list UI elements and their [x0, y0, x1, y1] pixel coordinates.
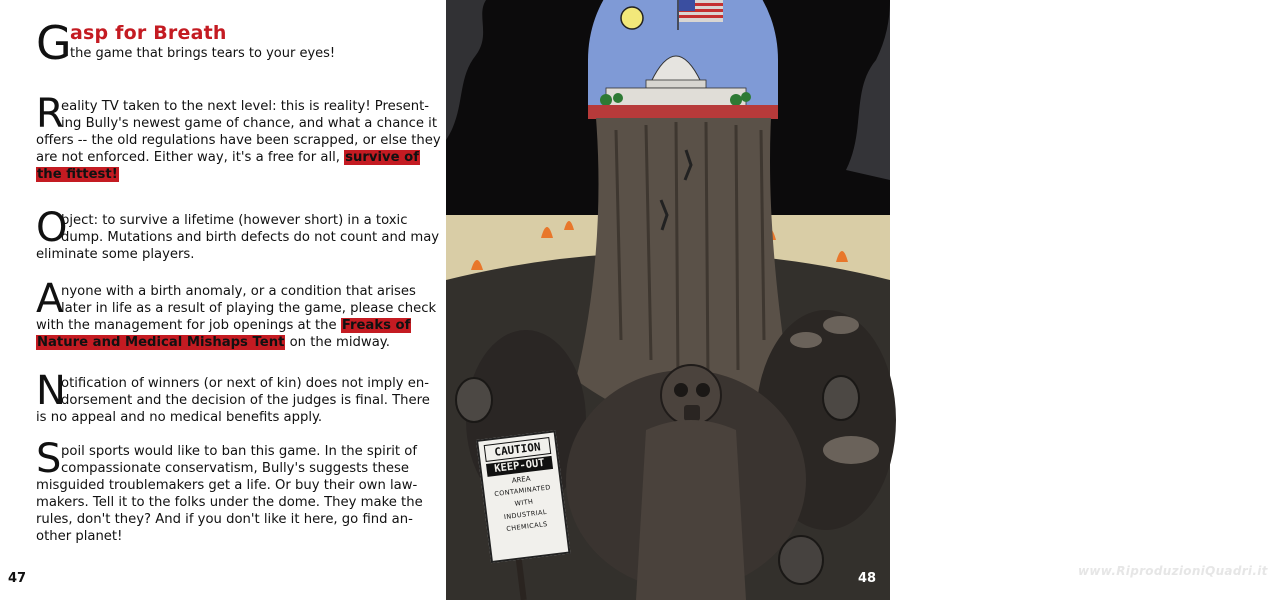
- highlight-freaks: Freaks of: [341, 318, 411, 333]
- chemical-barrel: [823, 376, 859, 420]
- paragraph-line: bject: to survive a lifetime (however short) in a toxic: [61, 213, 408, 228]
- tree: [730, 94, 742, 106]
- paragraph-line: compassionate conservatism, Bully's suggests these: [61, 461, 409, 476]
- highlight-nature-tent: Nature and Medical Mishaps Tent: [37, 335, 285, 350]
- paragraph-line: dorsement and the decision of the judges is final. There: [61, 393, 430, 408]
- paragraph-line: otification of winners (or next of kin) does not imply en-: [61, 376, 429, 391]
- sign-area-label: AREA: [511, 474, 532, 485]
- drop-cap: A: [36, 276, 64, 322]
- paragraph-line: dump. Mutations and birth defects do not count and may: [61, 230, 440, 245]
- tree: [600, 94, 612, 106]
- drop-cap: O: [36, 205, 68, 251]
- capitol-drum: [646, 80, 706, 88]
- paragraph-line: poil sports would like to ban this game. In the spirit of: [61, 444, 417, 459]
- tree: [741, 92, 751, 102]
- page-title: asp for Breath: [70, 22, 227, 44]
- sign-line: WITH: [514, 497, 534, 508]
- paragraph-line: [36, 317, 411, 334]
- sign-line: CONTAMINATED: [493, 483, 552, 499]
- paragraph-text: are not enforced. Either way, it's a free for all,: [36, 150, 340, 165]
- highlight-survive: survive of: [345, 150, 419, 165]
- drop-cap: S: [36, 436, 62, 482]
- paragraph-line: offers -- the old regulations have been scrapped, or else they: [36, 133, 441, 148]
- highlight-fittest: the fittest!: [37, 167, 118, 182]
- gas-mask-eye: [696, 383, 710, 397]
- title-block: [36, 16, 426, 72]
- paragraph-reality: [36, 91, 441, 188]
- gas-mask-body: [636, 420, 746, 600]
- smoke-plume: [446, 0, 486, 140]
- paragraph-line: other planet!: [36, 529, 123, 544]
- gas-mask-eye: [674, 383, 688, 397]
- watermark-text: www.RiproduzioniQuadri.it: [1078, 564, 1268, 578]
- drop-cap: R: [36, 91, 64, 137]
- paragraph-notification: [36, 368, 430, 431]
- paragraph-line: misguided troublemakers get a life. Or buy their own law-: [36, 478, 418, 493]
- caution-label: CAUTION: [484, 437, 552, 462]
- paragraph-line: rules, don't they? And if you don't like it here, go find an-: [36, 512, 413, 527]
- paragraph-line: makers. Tell it to the folks under the dome. They make the: [36, 495, 423, 510]
- capitol-wings: [606, 88, 746, 106]
- paragraph-object: [36, 205, 440, 268]
- keep-out-label: KEEP-OUT: [486, 456, 553, 477]
- paragraph-spoil-sports: [36, 436, 423, 551]
- gas-mask-filter: [684, 405, 700, 421]
- page-number-right: 48: [858, 571, 877, 586]
- page-subtitle: the game that brings tears to your eyes!: [70, 46, 336, 61]
- paragraph-line: [36, 166, 119, 183]
- smoke-plume: [846, 0, 890, 180]
- title-drop-cap: G: [36, 16, 72, 70]
- paragraph-line: [36, 334, 390, 351]
- paragraph-line: is no appeal and no medical benefits apply.: [36, 410, 323, 425]
- page-number-left: 47: [8, 571, 27, 586]
- sun-icon: [621, 7, 643, 29]
- paragraph-line: later in life as a result of playing the game, please check: [61, 301, 437, 316]
- chemical-barrel: [779, 536, 823, 584]
- sign-line: INDUSTRIAL: [503, 507, 548, 522]
- paragraph-line: eality TV taken to the next level: this is reality! Present-: [61, 99, 430, 114]
- tree: [613, 93, 623, 103]
- left-page: [0, 0, 440, 600]
- paragraph-line: nyone with a birth anomaly, or a condition that arises: [61, 284, 416, 299]
- paragraph-line: [36, 149, 420, 166]
- flag-canton: [679, 0, 695, 11]
- chemical-barrel: [456, 378, 492, 422]
- cow-figure: [790, 332, 822, 348]
- flag-stripe: [679, 15, 723, 18]
- paragraph-text: with the management for job openings at the: [36, 318, 337, 333]
- cow-figure: [823, 316, 859, 334]
- drop-cap: N: [36, 368, 66, 414]
- paragraph-line: ing Bully's newest game of chance, and what a chance it: [61, 116, 438, 131]
- caution-sign: [476, 430, 571, 563]
- cow-figure: [823, 436, 879, 464]
- paragraph-text: on the midway.: [285, 335, 390, 350]
- paragraph-anyone: [36, 276, 437, 357]
- sign-line: CHEMICALS: [505, 519, 548, 533]
- paragraph-line: eliminate some players.: [36, 247, 195, 262]
- dome-base-ring: [588, 105, 778, 119]
